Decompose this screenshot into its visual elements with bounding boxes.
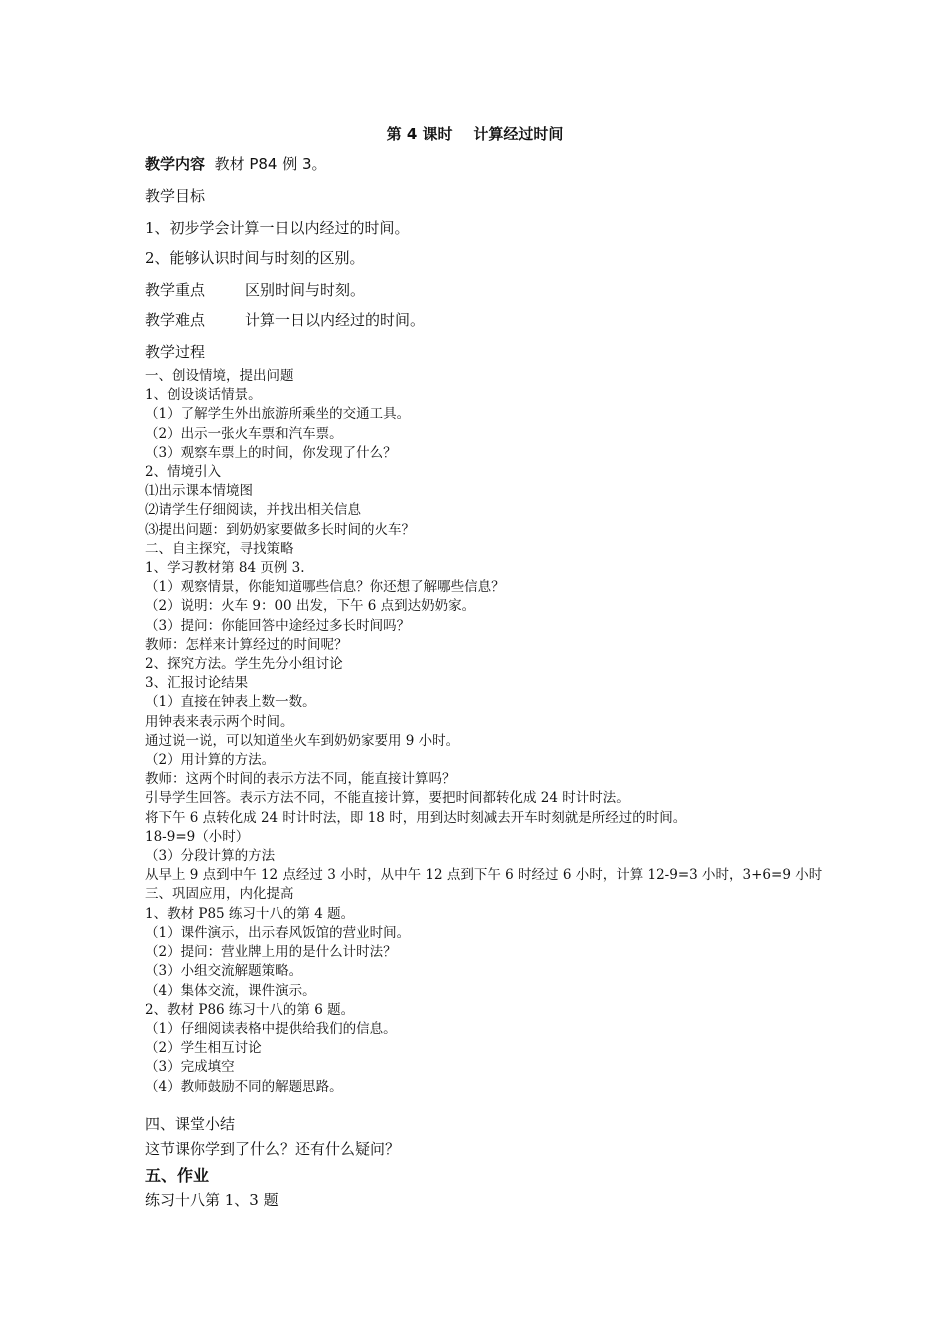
process-line: 1、教材 P85 练习十八的第 4 题。 (145, 905, 355, 922)
process-line: 3、汇报讨论结果 (145, 675, 249, 692)
summary-heading: 四、课堂小结 (145, 1115, 236, 1133)
process-heading: 教学过程 (145, 343, 206, 361)
process-line: 2、教材 P86 练习十八的第 6 题。 (145, 1001, 355, 1018)
process-line: （2）学生相互讨论 (145, 1040, 262, 1057)
key-point-text: 区别时间与时刻。 (245, 281, 366, 299)
homework-text: 练习十八第 1、3 题 (145, 1191, 279, 1209)
teaching-process (145, 367, 825, 1097)
process-line: （2）出示一张火车票和汽车票。 (145, 425, 343, 442)
process-line: 1、创设谈话情景。 (145, 387, 262, 404)
process-line: 1、学习教材第 84 页例 3. (145, 560, 305, 577)
process-line: （1）直接在钟表上数一数。 (145, 694, 316, 711)
process-line: ⑴出示课本情境图 (145, 483, 253, 500)
process-line: ⑶提出问题：到奶奶家要做多长时间的火车？ (145, 521, 415, 538)
process-line: （3）完成填空 (145, 1059, 235, 1076)
process-line: 从早上 9 点到中午 12 点经过 3 小时，从中午 12 点到下午 6 时经过 6 小时，计算 12-9=3 小时，3+6=9 小时 (145, 867, 823, 884)
process-line: 教师：怎样来计算经过的时间呢？ (145, 636, 348, 653)
key-point-line (145, 280, 825, 310)
homework-heading: 五、作业 (145, 1166, 210, 1185)
process-line: （1）了解学生外出旅游所乘坐的交通工具。 (145, 406, 411, 423)
process-line: 2、探究方法。学生先分小组讨论 (145, 656, 343, 673)
process-line: （3）观察车票上的时间，你发现了什么？ (145, 444, 397, 461)
process-line: （1）仔细阅读表格中提供给我们的信息。 (145, 1020, 397, 1037)
process-line: 引导学生回答。表示方法不同，不能直接计算，要把时间都转化成 24 时计时法。 (145, 790, 630, 807)
process-line: 通过说一说，可以知道坐火车到奶奶家要用 9 小时。 (145, 732, 460, 749)
process-line: （2）用计算的方法。 (145, 752, 276, 769)
process-line: （3）提问：你能回答中途经过多长时间吗？ (145, 617, 411, 634)
process-line: （1）课件演示，出示春风饭馆的营业时间。 (145, 924, 411, 941)
process-line: （3）小组交流解题策略。 (145, 963, 303, 980)
process-line: （2）提问：营业牌上用的是什么计时法？ (145, 944, 397, 961)
lesson-title: 第 4 课时 计算经过时间 (386, 125, 564, 143)
process-line: ⑵请学生仔细阅读，并找出相关信息 (145, 502, 361, 519)
process-line: （4）教师鼓励不同的解题思路。 (145, 1078, 343, 1095)
summary-text: 这节课你学到了什么？还有什么疑问？ (145, 1140, 401, 1158)
process-line: 一、创设情境，提出问题 (145, 368, 294, 384)
process-line: 2、情境引入 (145, 464, 222, 481)
teaching-content-line (145, 154, 825, 186)
process-line: 将下午 6 点转化成 24 时计时法，即 18 时，用到达时刻减去开车时刻就是所经过的时间。 (145, 809, 687, 826)
process-line: 18-9=9（小时） (145, 828, 250, 845)
process-line: （2）说明：火车 9：00 出发，下午 6 点到达奶奶家。 (145, 598, 476, 615)
process-line: 教师：这两个时间的表示方法不同，能直接计算吗？ (145, 771, 456, 788)
process-line: （1）观察情景，你能知道哪些信息？你还想了解哪些信息？ (145, 579, 505, 596)
goal-item: 1、初步学会计算一日以内经过的时间。 (145, 219, 410, 237)
process-line: 用钟表来表示两个时间。 (145, 713, 294, 730)
difficulty-line (145, 310, 825, 342)
key-point-label: 教学重点 (145, 281, 206, 299)
lesson-header (145, 154, 825, 372)
process-line: （4）集体交流，课件演示。 (145, 982, 316, 999)
lesson-footer (145, 1114, 825, 1214)
process-line: （3）分段计算的方法 (145, 848, 276, 865)
goal-item: 2、能够认识时间与时刻的区别。 (145, 249, 365, 267)
teaching-content-text: 教材 P84 例 3。 (214, 155, 327, 173)
difficulty-label: 教学难点 (145, 311, 206, 329)
goals-heading: 教学目标 (145, 187, 206, 205)
teaching-content-label: 教学内容 (145, 155, 206, 173)
process-line: 二、自主探究，寻找策略 (145, 540, 294, 557)
process-line: 三、巩固应用，内化提高 (145, 886, 294, 903)
difficulty-text: 计算一日以内经过的时间。 (245, 311, 426, 329)
